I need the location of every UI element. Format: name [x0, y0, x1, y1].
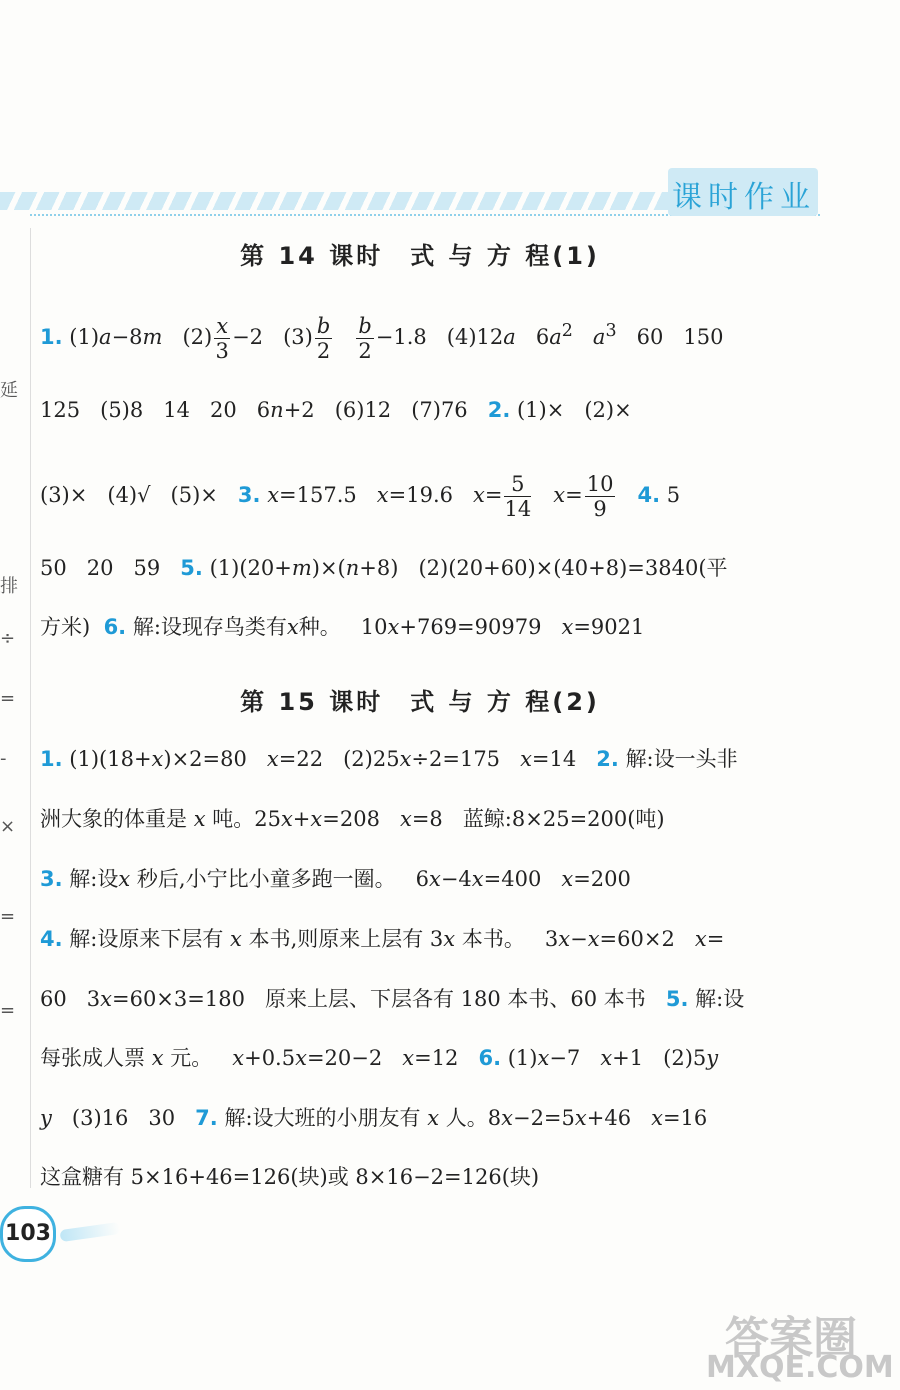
answer-line: (3)× (4)√ (5)× 3. x=157.5 x=19.6 x= $\frac{5}{14}$ x= $\frac{10}{9}$ 4. 5: [40, 472, 681, 521]
fraction: $\frac{b}{2}$: [358, 314, 372, 363]
answer-line: 洲大象的体重是 x 吨。25x+x=208 x=8 蓝鲸:8×25=200(吨): [40, 807, 665, 831]
margin-char: =: [0, 906, 16, 927]
question-number: 6.: [103, 615, 127, 639]
question-number: 5.: [665, 987, 689, 1011]
answer-line: 这盒糖有 5×16+46=126(块)或 8×16−2=126(块): [40, 1165, 540, 1189]
margin-char: ÷: [0, 628, 16, 649]
header-title: 课时作业: [672, 180, 816, 215]
answer-line: 1. (1)a−8m (2) $\frac{x}{3}$ −2 (3) $\frac{b}{2}$ $\frac{b}{2}$ −1.8 (4)12a $6a^2$ $a^3$ 60 150: [40, 314, 724, 363]
header-band: [0, 192, 690, 210]
question-number: 3.: [40, 867, 63, 891]
fraction: $\frac{x}{3}$: [215, 314, 229, 363]
margin-char: =: [0, 1000, 16, 1021]
margin-char: 排: [0, 576, 18, 597]
question-number: 5.: [180, 556, 203, 580]
question-number: 4.: [637, 483, 661, 507]
question-number: 4.: [40, 927, 63, 951]
page-number-swoosh: [59, 1222, 120, 1242]
question-number: 1.: [40, 747, 63, 771]
watermark-url: MXQE.COM: [706, 1350, 894, 1385]
answer-line: 4. 解:设原来下层有 x 本书,则原来上层有 3x 本书。 3x−x=60×2 x=: [40, 927, 725, 951]
margin-char: -: [0, 748, 7, 769]
question-number: 2.: [487, 398, 511, 422]
answer-line: y (3)16 30 7. 解:设大班的小朋友有 x 人。8x−2=5x+46 x=16: [40, 1106, 708, 1130]
answer-line: 每张成人票 x 元。 x+0.5x=20−2 x=12 6. (1)x−7 x+1 (2)5y: [40, 1046, 719, 1070]
watermark-logo: 答案圈: [725, 1313, 857, 1364]
question-number: 3.: [237, 483, 261, 507]
question-number: 1.: [40, 325, 63, 349]
fraction: $\frac{10}{9}$: [586, 472, 614, 521]
question-number: 2.: [596, 747, 619, 771]
question-number: 7.: [195, 1106, 218, 1130]
lesson-title: 第 14 课时 式 与 方 程(1): [240, 242, 600, 270]
answer-line: 60 3x=60×3=180 原来上层、下层各有 180 本书、60 本书 5. 解:设: [40, 987, 745, 1011]
answer-line: 方米) 6. 解:设现存鸟类有x种。 10x+769=90979 x=9021: [40, 615, 645, 639]
answer-line: 3. 解:设x 秒后,小宁比小童多跑一圈。 6x−4x=400 x=200: [40, 867, 631, 891]
fraction: $\frac{5}{14}$: [504, 472, 532, 521]
lesson-title: 第 15 课时 式 与 方 程(2): [240, 688, 600, 716]
page-number-badge: 103: [0, 1206, 56, 1262]
margin-char: 延: [0, 380, 18, 401]
margin-char: ×: [0, 816, 16, 837]
margin-char: =: [0, 688, 16, 709]
question-number: 6.: [478, 1046, 502, 1070]
answer-line: 1. (1)(18+x)×2=80 x=22 (2)25x÷2=175 x=14 2. 解:设一头非: [40, 747, 738, 771]
fraction: $\frac{b}{2}$: [316, 314, 331, 363]
answer-line: 125 (5)8 14 20 6n+2 (6)12 (7)76 2. (1)× (2)×: [40, 398, 632, 422]
answer-line: 50 20 59 5. (1)(20+m)×(n+8) (2)(20+60)×(40+8)=3840(平: [40, 556, 728, 580]
